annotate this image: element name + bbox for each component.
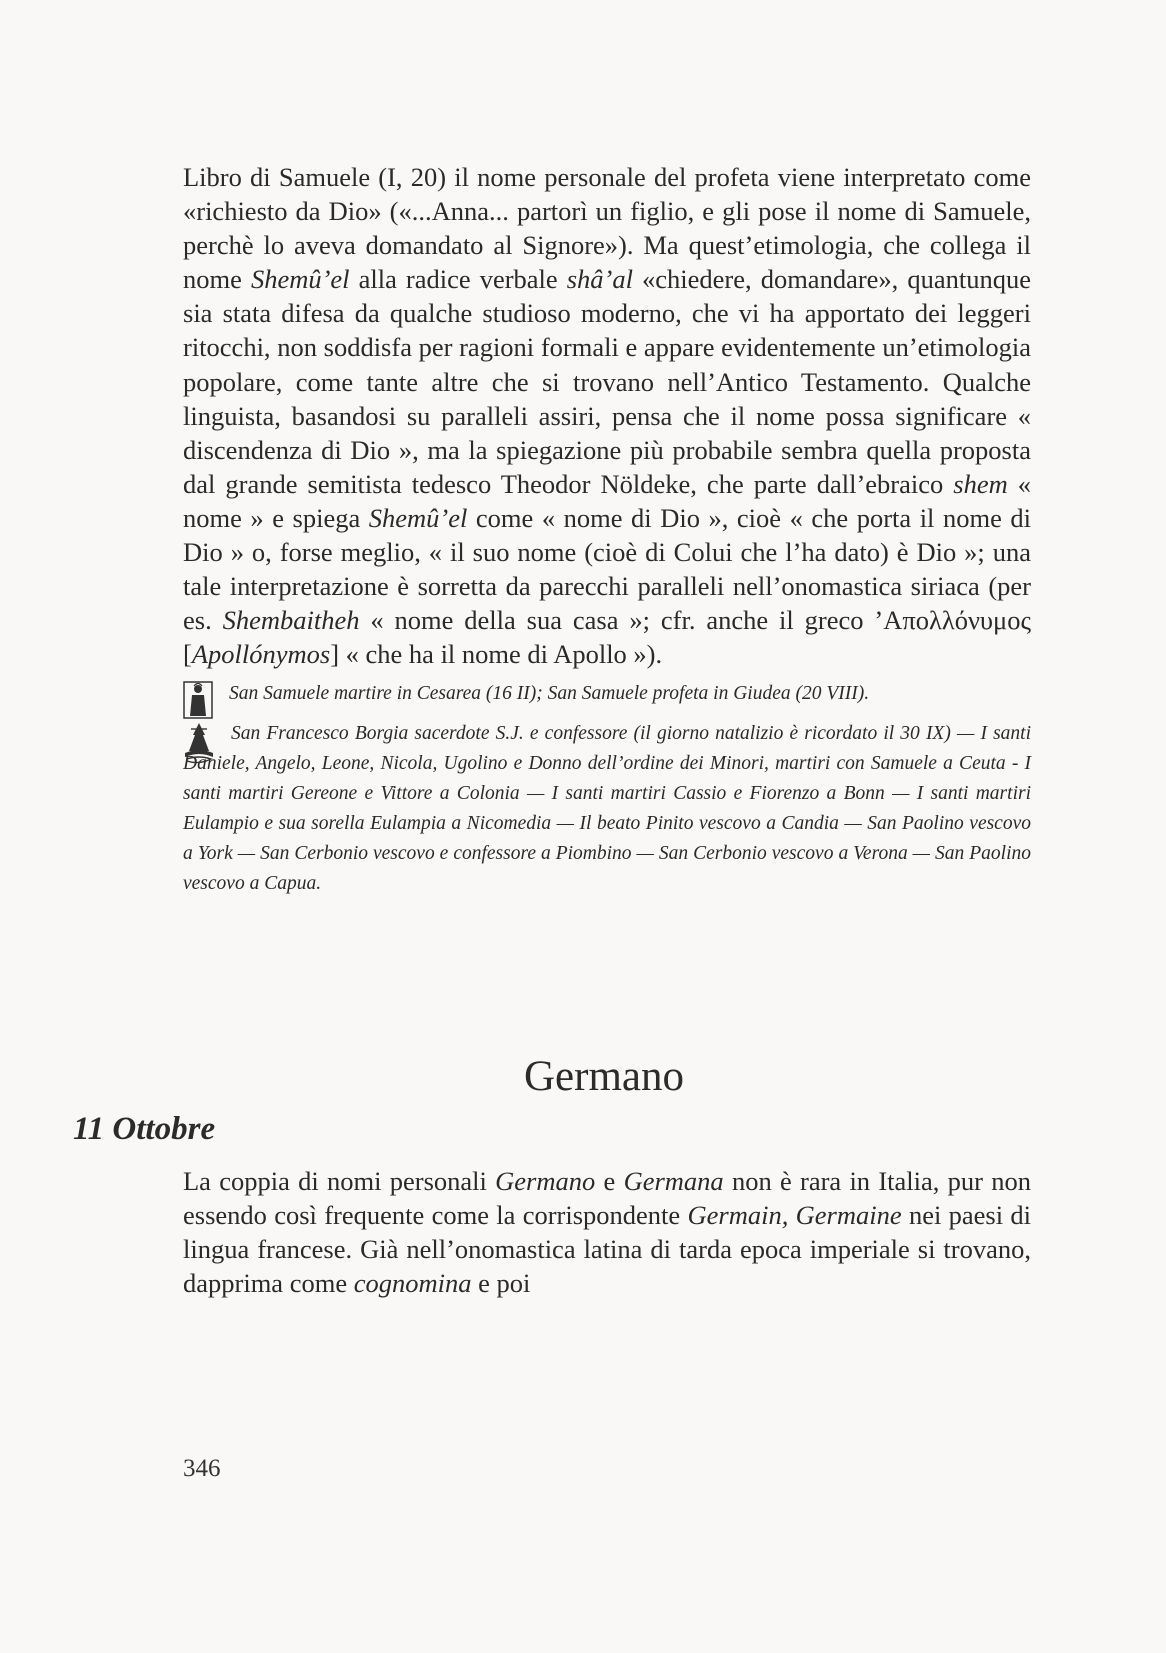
italic-term: Shembaitheh: [222, 605, 360, 636]
saint-figure-icon: [183, 681, 213, 719]
calendar-note-text: San Samuele martire in Cesarea (16 II); San Samuele profeta in Giudea (20 VIII).: [229, 683, 870, 705]
section-heading: Germano: [524, 1053, 684, 1100]
feast-date: 11 Ottobre: [73, 1111, 216, 1147]
germano-text-block: [183, 1164, 1031, 1300]
italic-term: Germain, Germaine: [687, 1200, 902, 1231]
italic-term: Germano: [495, 1166, 596, 1196]
page-number: 346: [183, 1455, 221, 1482]
martyrology-note-text: San Francesco Borgia sacerdote S.J. e confessore (il giorno natalizio è ricordato il 30 IX) — I santi Daniele, Angelo, Leone, Nicola, Ugolino e Donno dell’ordine dei Minori, martiri con Samuele a Ceuta - I santi martiri Gereone e Vittore a Colonia — I santi martiri Cassio e Fiorenzo a Bonn — I santi martiri Eulampio e sua sorella Eulampia a Nicomedia — Il beato Pinito vescovo a Candia — San Paolino vescovo a York — San Cerbonio vescovo e confessore a Piombino — San Cerbonio vescovo a Verona — San Paolino vescovo a Capua.: [183, 723, 1031, 895]
tower-icon: [181, 721, 217, 765]
italic-term: Shemû’el: [368, 502, 468, 533]
italic-term: Apollónymos: [191, 639, 331, 670]
paragraph-germano: La coppia di nomi personali Germano e Germana non è rara in Italia, pur non essendo così frequente come la corrispondente Germain, Germaine nei paesi di lingua francese. Già nell’onomastica latina di tarda epoca imperiale si trovano, dapprima come cognomina e poi: [183, 1166, 1032, 1299]
italic-term: shem: [953, 468, 1008, 499]
italic-term: shâ’al: [566, 264, 633, 295]
italic-term: Germana: [623, 1166, 724, 1196]
calendar-note: [183, 679, 1031, 709]
main-text-block: [183, 160, 1031, 899]
martyrology-note: [183, 719, 1031, 899]
paragraph-samuele: Libro di Samuele (I, 20) il nome personale del profeta viene interpretato come «richiesto da Dio» («...Anna... partorì un figlio, e gli pose il nome di Samuele, perchè lo aveva domandato al Signore»). Ma quest’etimologia, che collega il nome Shemû’el alla radice verbale shâ’al «chiedere, domandare», quantunque sia stata difesa da qualche studioso moderno, che vi ha apportato dei leggeri ritocchi, non soddisfa per ragioni formali e appare evidentemente un’etimologia popolare, come tante altre che si trovano nell’Antico Testamento. Qualche linguista, basandosi su paralleli assiri, pensa che il nome possa significare « discendenza di Dio », ma la spiegazione più probabile sembra quella proposta dal grande semitista tedesco Theodor Nöldeke, che parte dall’ebraico shem « nome » e spiega Shemû’el come « nome di Dio », cioè « che porta il nome di Dio » o, forse meglio, « il suo nome (cioè di Colui che l’ha dato) è Dio »; una tale interpretazione è sorretta da parecchi paralleli nell’onomastica siriaca (per es. Shembaitheh « nome della sua casa »; cfr. anche il greco ’Απολλόνυμος [Apollónymos] « che ha il nome di Apollo »).: [183, 162, 1031, 670]
italic-term: Shemû’el: [250, 264, 350, 295]
italic-term: cognomina: [353, 1268, 472, 1299]
